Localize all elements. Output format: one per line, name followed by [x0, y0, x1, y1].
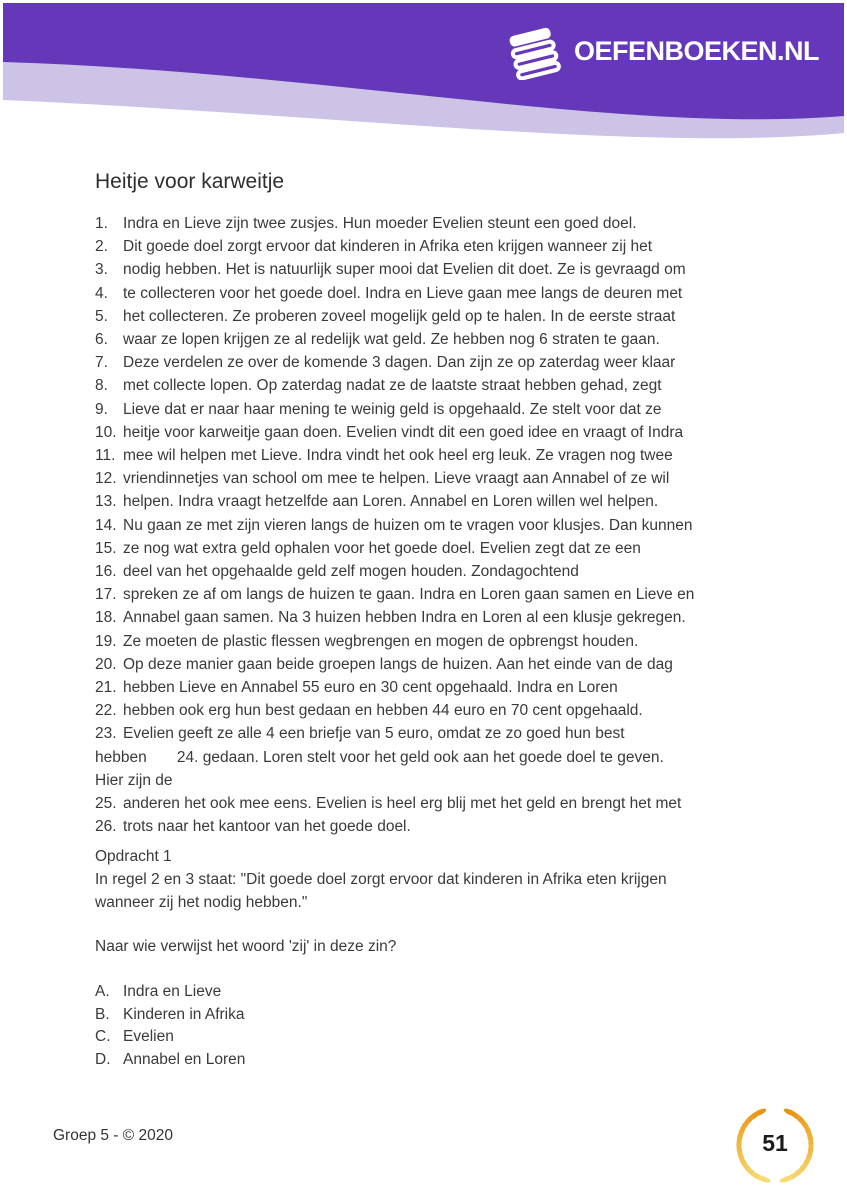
option-letter: C.	[95, 1028, 111, 1045]
page-title: Heitje voor karweitje	[95, 170, 285, 193]
story-line	[95, 560, 763, 583]
story-line	[95, 374, 763, 397]
line-number: 12.	[95, 470, 117, 488]
line-text: Evelien geeft ze alle 4 een briefje van 5 euro, omdat ze zo goed hun best	[123, 725, 625, 743]
exercise-section	[95, 845, 750, 1071]
line-number: 6.	[95, 331, 108, 349]
story-line	[95, 653, 763, 676]
line-number: 22.	[95, 702, 117, 720]
option-text: Evelien	[123, 1028, 174, 1045]
line-number: 7.	[95, 354, 108, 372]
line-text: heitje voor karweitje gaan doen. Evelien vindt dit een goed idee en vraagt of Indra	[123, 423, 684, 441]
line-number: 20.	[95, 655, 117, 673]
story-line: hebben 24. gedaan. Loren stelt voor het geld ook aan het goede doel te geven.	[95, 748, 664, 766]
story-line	[95, 328, 763, 351]
line-text: Indra en Lieve zijn twee zusjes. Hun moeder Evelien steunt een goed doel.	[123, 215, 637, 232]
story-line	[95, 421, 763, 444]
story-line	[95, 537, 763, 560]
line-number: 25.	[95, 795, 117, 813]
story-text	[95, 212, 763, 838]
story-line	[95, 282, 763, 305]
line-text: vriendinnetjes van school om mee te helpen. Lieve vraagt aan Annabel of ze wil	[123, 470, 670, 488]
line-text: waar ze lopen krijgen ze al redelijk wat geld. Ze hebben nog 6 straten te gaan.	[123, 331, 660, 349]
books-icon	[506, 22, 564, 80]
exercise-question: Naar wie verwijst het woord 'zij' in deze zin?	[95, 938, 397, 955]
page-number: 51	[762, 1129, 788, 1156]
answer-option[interactable]	[95, 1004, 750, 1027]
story-line	[95, 351, 763, 374]
exercise-intro: In regel 2 en 3 staat: "Dit goede doel zorgt ervoor dat kinderen in Afrika eten krijgen wanneer zij het nodig hebben."	[95, 871, 667, 911]
line-text: Op deze manier gaan beide groepen langs de huizen. Aan het einde van de dag	[123, 655, 673, 673]
footer-edition-label: Groep 5 - © 2020	[53, 1127, 173, 1144]
line-number: 2.	[95, 238, 108, 256]
answer-options	[95, 981, 750, 1071]
line-text: met collecte lopen. Op zaterdag nadat ze de laatste straat hebben gehad, zegt	[123, 377, 662, 395]
line-number: 10.	[95, 423, 117, 441]
line-text: spreken ze af om langs de huizen te gaan. Indra en Loren gaan samen en Lieve en	[123, 586, 695, 604]
story-line	[95, 699, 763, 722]
line-number: 23.	[95, 725, 117, 743]
story-line	[95, 606, 763, 629]
line-text: Deze verdelen ze over de komende 3 dagen. Dan zijn ze op zaterdag weer klaar	[123, 354, 676, 372]
line-number: 1.	[95, 215, 108, 232]
line-number: 21.	[95, 679, 117, 697]
line-text: Dit goede doel zorgt ervoor dat kinderen in Afrika eten krijgen wanneer zij het	[123, 238, 653, 256]
answer-option[interactable]	[95, 981, 750, 1004]
story-line: Hier zijn de	[95, 771, 173, 789]
line-text: Nu gaan ze met zijn vieren langs de huizen om te vragen voor klusjes. Dan kunnen	[123, 516, 693, 534]
line-number: 26.	[95, 818, 117, 836]
exercise-heading: Opdracht 1	[95, 848, 172, 865]
brand-name: OEFENBOEKEN.NL	[573, 35, 819, 66]
line-text: helpen. Indra vraagt hetzelfde aan Loren. Annabel en Loren willen wel helpen.	[123, 493, 659, 511]
line-text: anderen het ook mee eens. Evelien is heel erg blij met het geld en brengt het met	[123, 795, 682, 813]
line-number: 13.	[95, 493, 117, 511]
story-line	[95, 467, 763, 490]
line-number: 15.	[95, 539, 117, 557]
line-number: 3.	[95, 261, 108, 279]
option-letter: A.	[95, 983, 110, 1000]
story-line	[95, 583, 763, 606]
line-text: trots naar het kantoor van het goede doel.	[123, 818, 411, 836]
brand-logo	[506, 22, 819, 80]
line-number: 19.	[95, 632, 117, 650]
line-text: mee wil helpen met Lieve. Indra vindt het ook heel erg leuk. Ze vragen nog twee	[123, 447, 673, 465]
line-text: Ze moeten de plastic flessen wegbrengen en mogen de opbrengst houden.	[123, 632, 639, 650]
story-line	[95, 235, 763, 258]
line-number: 9.	[95, 400, 108, 418]
page-number-badge	[729, 1099, 821, 1191]
answer-option[interactable]	[95, 1026, 750, 1049]
story-line	[95, 398, 763, 421]
line-number: 8.	[95, 377, 108, 395]
option-letter: B.	[95, 1005, 110, 1023]
answer-option[interactable]	[95, 1049, 750, 1072]
story-line	[95, 444, 763, 467]
story-line	[95, 792, 763, 815]
option-text: Annabel en Loren	[123, 1050, 246, 1068]
line-number: 14.	[95, 516, 117, 534]
story-line	[95, 258, 763, 281]
line-number: 5.	[95, 307, 108, 325]
story-line	[95, 815, 763, 838]
option-letter: D.	[95, 1050, 111, 1068]
line-text: hebben ook erg hun best gedaan en hebben 44 euro en 70 cent opgehaald.	[123, 702, 643, 720]
line-text: ze nog wat extra geld ophalen voor het goede doel. Evelien zegt dat ze een	[123, 539, 641, 557]
line-number: 11.	[95, 447, 116, 465]
story-line	[95, 305, 763, 328]
story-line	[95, 490, 763, 513]
line-text: te collecteren voor het goede doel. Indra en Lieve gaan mee langs de deuren met	[123, 284, 683, 302]
story-line	[95, 630, 763, 653]
story-line	[95, 212, 763, 235]
line-text: Annabel gaan samen. Na 3 huizen hebben Indra en Loren al een klusje gekregen.	[123, 609, 686, 627]
line-text: hebben Lieve en Annabel 55 euro en 30 cent opgehaald. Indra en Loren	[123, 679, 618, 697]
line-number: 4.	[95, 284, 108, 302]
line-number: 18.	[95, 609, 117, 627]
line-text: deel van het opgehaalde geld zelf mogen houden. Zondagochtend	[123, 563, 579, 581]
option-text: Kinderen in Afrika	[123, 1005, 245, 1023]
story-line	[95, 722, 763, 745]
story-line	[95, 676, 763, 699]
line-text: het collecteren. Ze proberen zoveel mogelijk geld op te halen. In de eerste straat	[123, 307, 676, 325]
line-number: 16.	[95, 563, 117, 581]
story-line	[95, 514, 763, 537]
line-text: nodig hebben. Het is natuurlijk super mooi dat Evelien dit doet. Ze is gevraagd om	[123, 261, 686, 279]
line-number: 17.	[95, 586, 117, 604]
line-text: Lieve dat er naar haar mening te weinig geld is opgehaald. Ze stelt voor dat ze	[123, 400, 662, 418]
option-text: Indra en Lieve	[123, 983, 222, 1000]
